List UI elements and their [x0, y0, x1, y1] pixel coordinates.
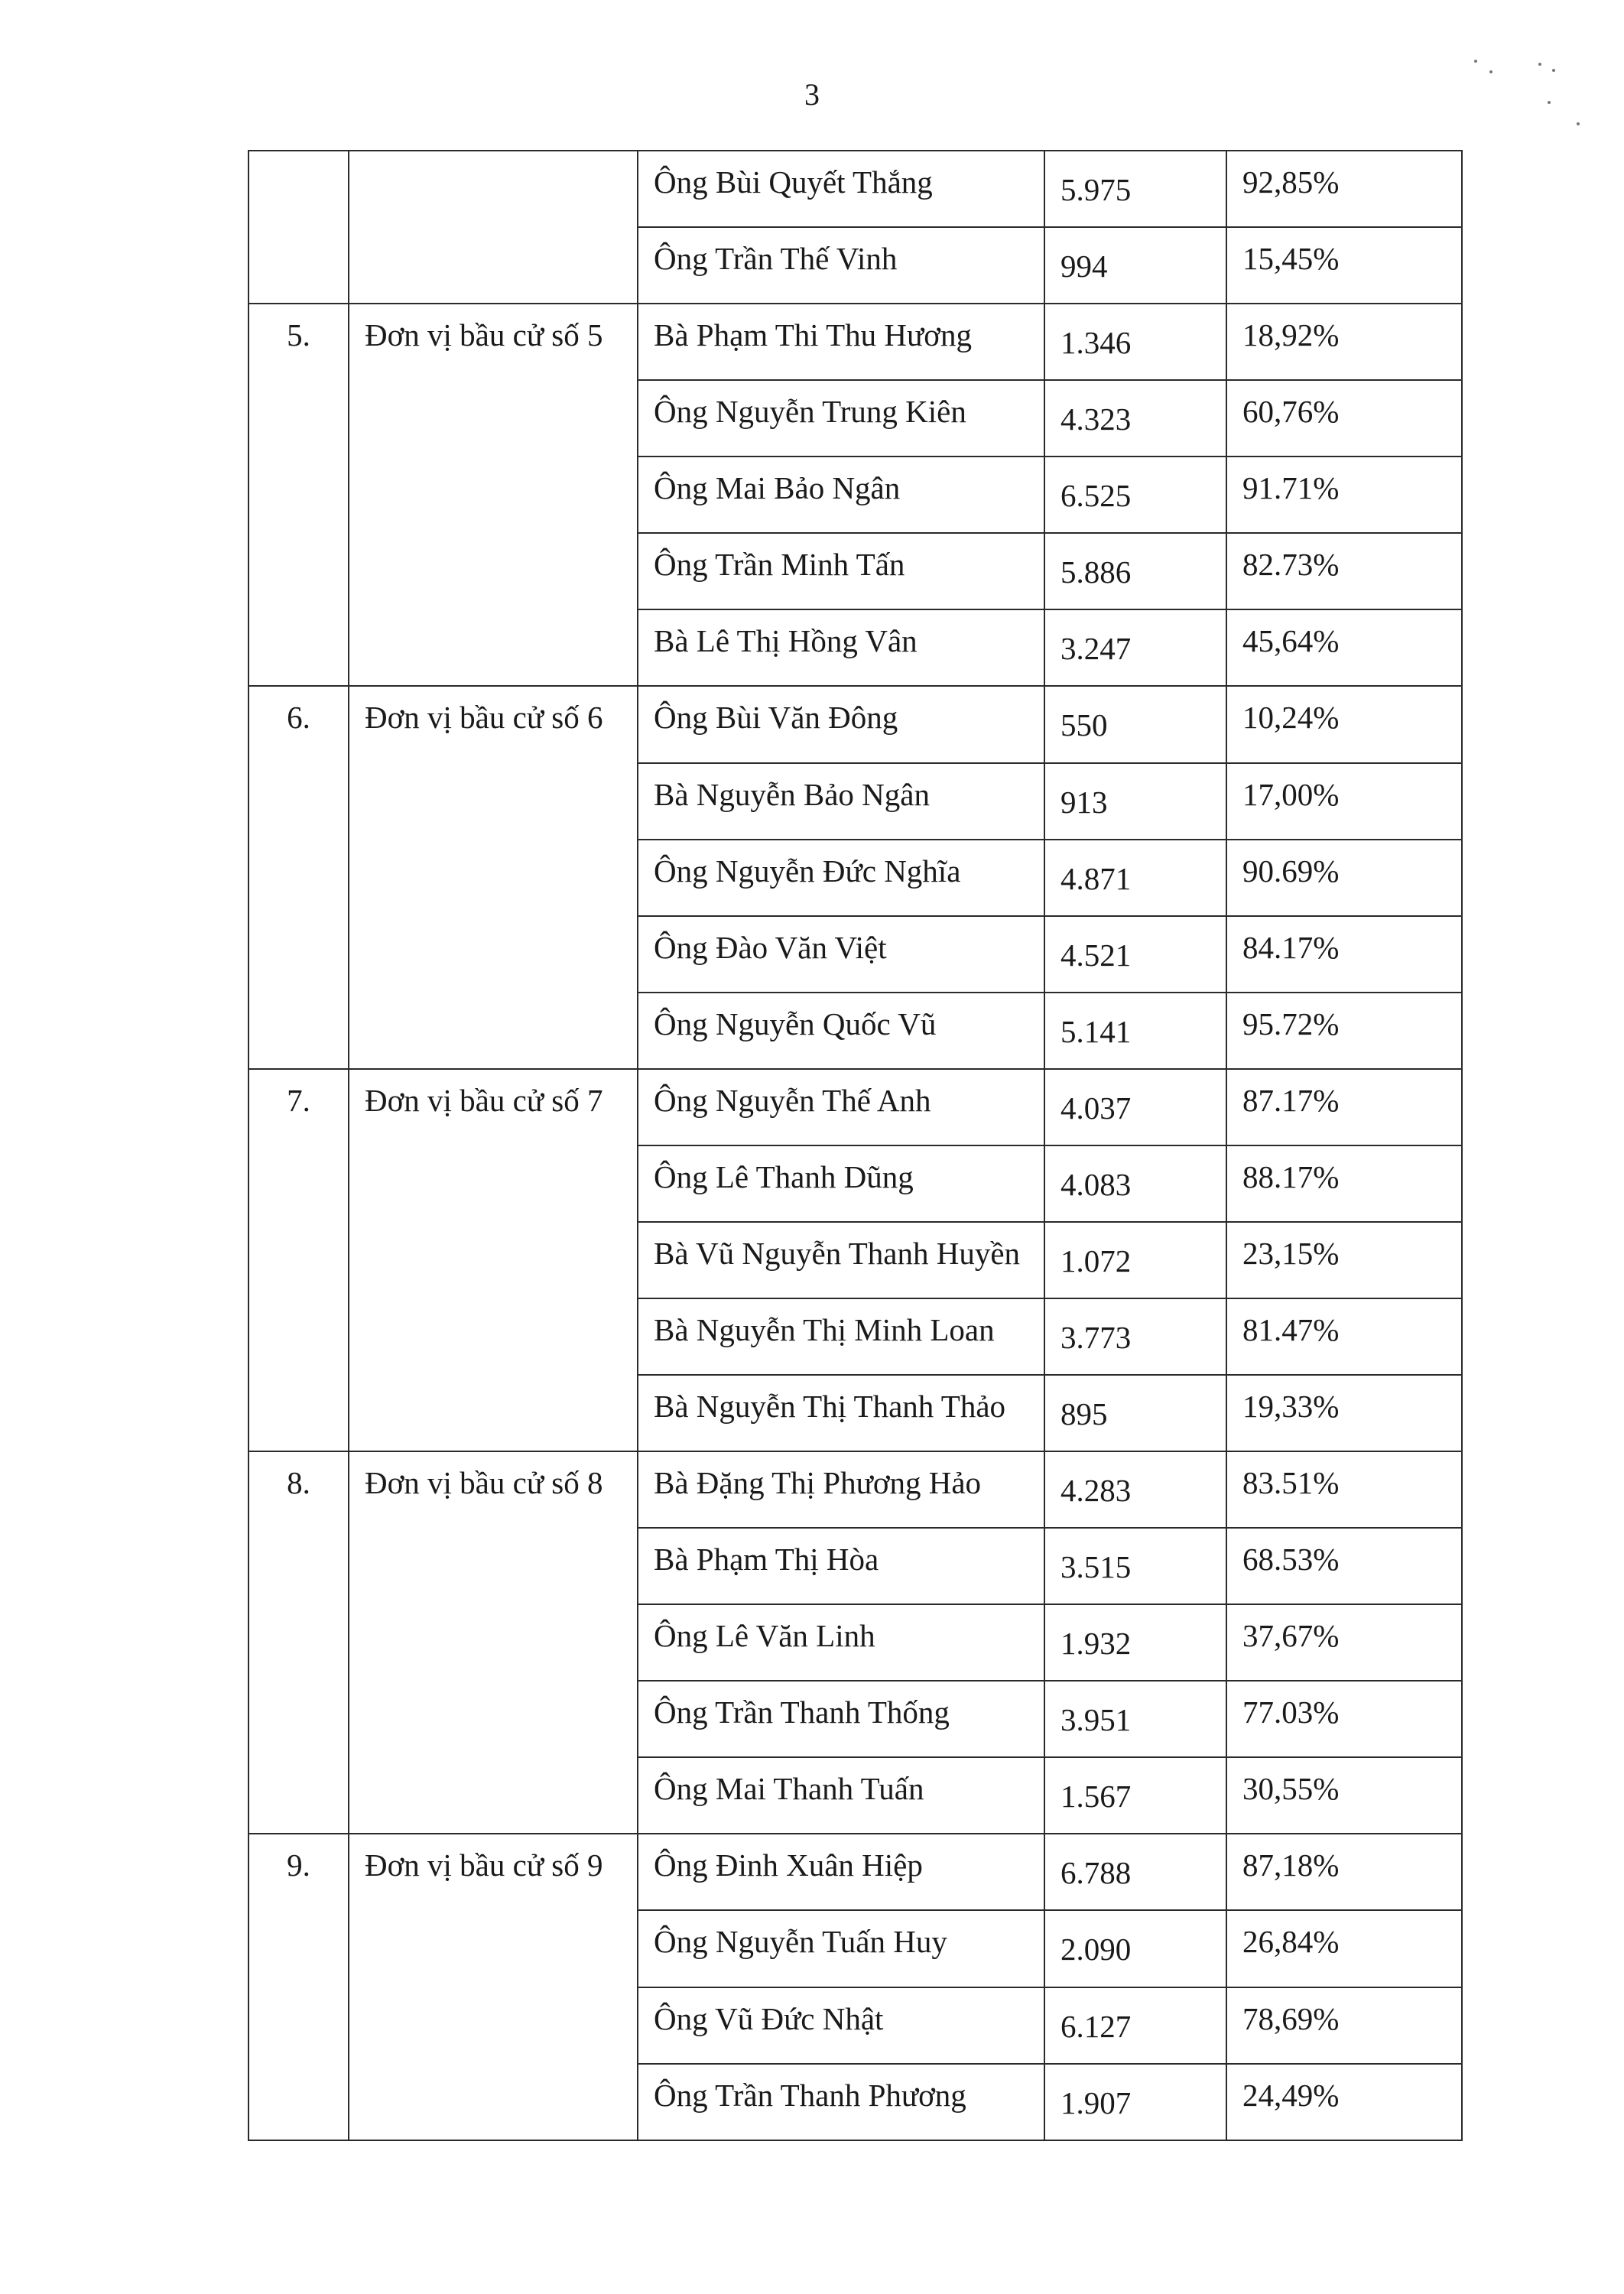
vote-count: 4.083 — [1044, 1145, 1226, 1222]
vote-count: 5.975 — [1044, 151, 1226, 227]
unit-number: 9. — [248, 1834, 349, 2140]
candidate-name: Ông Đào Văn Việt — [638, 916, 1044, 993]
scan-speck — [1489, 70, 1492, 73]
unit-number: 8. — [248, 1451, 349, 1834]
constituency-name — [349, 151, 638, 304]
scan-speck — [1538, 63, 1541, 66]
vote-count: 994 — [1044, 227, 1226, 304]
vote-count: 895 — [1044, 1375, 1226, 1451]
constituency-name: Đơn vị bầu cử số 6 — [349, 686, 638, 1068]
vote-percent: 15,45% — [1226, 227, 1462, 304]
vote-count: 6.788 — [1044, 1834, 1226, 1910]
constituency-name: Đơn vị bầu cử số 9 — [349, 1834, 638, 2140]
candidate-name: Ông Vũ Đức Nhật — [638, 1987, 1044, 2064]
vote-count: 4.521 — [1044, 916, 1226, 993]
scan-speck — [1548, 101, 1551, 104]
constituency-name: Đơn vị bầu cử số 5 — [349, 304, 638, 686]
vote-count: 5.141 — [1044, 993, 1226, 1069]
election-results-table — [248, 150, 1463, 2141]
candidate-name: Ông Nguyễn Đức Nghĩa — [638, 840, 1044, 916]
vote-percent: 23,15% — [1226, 1222, 1462, 1298]
vote-percent: 82.73% — [1226, 533, 1462, 609]
vote-count: 3.951 — [1044, 1681, 1226, 1757]
candidate-name: Ông Nguyễn Tuấn Huy — [638, 1910, 1044, 1987]
candidate-name: Ông Bùi Văn Đông — [638, 686, 1044, 762]
candidate-name: Bà Phạm Thi Thu Hương — [638, 304, 1044, 380]
candidate-name: Ông Bùi Quyết Thắng — [638, 151, 1044, 227]
vote-count: 1.567 — [1044, 1757, 1226, 1834]
candidate-name: Ông Trần Thế Vinh — [638, 227, 1044, 304]
vote-percent: 81.47% — [1226, 1298, 1462, 1375]
candidate-name: Ông Nguyễn Trung Kiên — [638, 380, 1044, 457]
vote-count: 3.247 — [1044, 609, 1226, 686]
vote-percent: 84.17% — [1226, 916, 1462, 993]
table-row — [248, 1834, 1462, 1910]
table-row — [248, 1451, 1462, 1528]
candidate-name: Bà Đặng Thị Phương Hảo — [638, 1451, 1044, 1528]
vote-percent: 91.71% — [1226, 457, 1462, 533]
unit-number: 5. — [248, 304, 349, 686]
vote-percent: 18,92% — [1226, 304, 1462, 380]
vote-count: 1.932 — [1044, 1604, 1226, 1681]
vote-count: 5.886 — [1044, 533, 1226, 609]
vote-count: 3.515 — [1044, 1528, 1226, 1604]
vote-count: 3.773 — [1044, 1298, 1226, 1375]
vote-count: 6.525 — [1044, 457, 1226, 533]
candidate-name: Bà Vũ Nguyễn Thanh Huyền — [638, 1222, 1044, 1298]
vote-count: 6.127 — [1044, 1987, 1226, 2064]
vote-count: 4.871 — [1044, 840, 1226, 916]
unit-number: 7. — [248, 1069, 349, 1451]
vote-percent: 78,69% — [1226, 1987, 1462, 2064]
results-table-body — [248, 151, 1462, 2140]
candidate-name: Ông Trần Thanh Phương — [638, 2064, 1044, 2140]
candidate-name: Ông Mai Thanh Tuấn — [638, 1757, 1044, 1834]
vote-percent: 77.03% — [1226, 1681, 1462, 1757]
candidate-name: Ông Trần Minh Tấn — [638, 533, 1044, 609]
vote-percent: 26,84% — [1226, 1910, 1462, 1987]
vote-count: 4.037 — [1044, 1069, 1226, 1145]
unit-number — [248, 151, 349, 304]
table-row — [248, 686, 1462, 762]
vote-count: 1.346 — [1044, 304, 1226, 380]
constituency-name: Đơn vị bầu cử số 7 — [349, 1069, 638, 1451]
table-row — [248, 151, 1462, 227]
candidate-name: Ông Lê Văn Linh — [638, 1604, 1044, 1681]
table-row — [248, 304, 1462, 380]
scan-speck — [1577, 122, 1580, 125]
vote-count: 4.283 — [1044, 1451, 1226, 1528]
vote-percent: 45,64% — [1226, 609, 1462, 686]
vote-percent: 68.53% — [1226, 1528, 1462, 1604]
vote-percent: 90.69% — [1226, 840, 1462, 916]
vote-count: 550 — [1044, 686, 1226, 762]
candidate-name: Ông Lê Thanh Dũng — [638, 1145, 1044, 1222]
candidate-name: Bà Nguyễn Bảo Ngân — [638, 763, 1044, 840]
candidate-name: Ông Nguyễn Thế Anh — [638, 1069, 1044, 1145]
vote-count: 2.090 — [1044, 1910, 1226, 1987]
vote-percent: 24,49% — [1226, 2064, 1462, 2140]
vote-percent: 60,76% — [1226, 380, 1462, 457]
vote-count: 4.323 — [1044, 380, 1226, 457]
candidate-name: Bà Nguyễn Thị Minh Loan — [638, 1298, 1044, 1375]
vote-percent: 19,33% — [1226, 1375, 1462, 1451]
vote-percent: 87,18% — [1226, 1834, 1462, 1910]
vote-percent: 87.17% — [1226, 1069, 1462, 1145]
candidate-name: Ông Trần Thanh Thống — [638, 1681, 1044, 1757]
candidate-name: Ông Mai Bảo Ngân — [638, 457, 1044, 533]
vote-percent: 83.51% — [1226, 1451, 1462, 1528]
constituency-name: Đơn vị bầu cử số 8 — [349, 1451, 638, 1834]
vote-percent: 95.72% — [1226, 993, 1462, 1069]
candidate-name: Ông Đinh Xuân Hiệp — [638, 1834, 1044, 1910]
candidate-name: Ông Nguyễn Quốc Vũ — [638, 993, 1044, 1069]
vote-percent: 30,55% — [1226, 1757, 1462, 1834]
vote-percent: 10,24% — [1226, 686, 1462, 762]
vote-count: 1.072 — [1044, 1222, 1226, 1298]
vote-percent: 88.17% — [1226, 1145, 1462, 1222]
vote-percent: 92,85% — [1226, 151, 1462, 227]
vote-percent: 37,67% — [1226, 1604, 1462, 1681]
table-row — [248, 1069, 1462, 1145]
vote-percent: 17,00% — [1226, 763, 1462, 840]
candidate-name: Bà Lê Thị Hồng Vân — [638, 609, 1044, 686]
scan-speck — [1474, 60, 1477, 63]
scan-speck — [1552, 69, 1555, 72]
vote-count: 1.907 — [1044, 2064, 1226, 2140]
unit-number: 6. — [248, 686, 349, 1068]
page-number: 3 — [804, 77, 820, 112]
candidate-name: Bà Phạm Thị Hòa — [638, 1528, 1044, 1604]
candidate-name: Bà Nguyễn Thị Thanh Thảo — [638, 1375, 1044, 1451]
vote-count: 913 — [1044, 763, 1226, 840]
